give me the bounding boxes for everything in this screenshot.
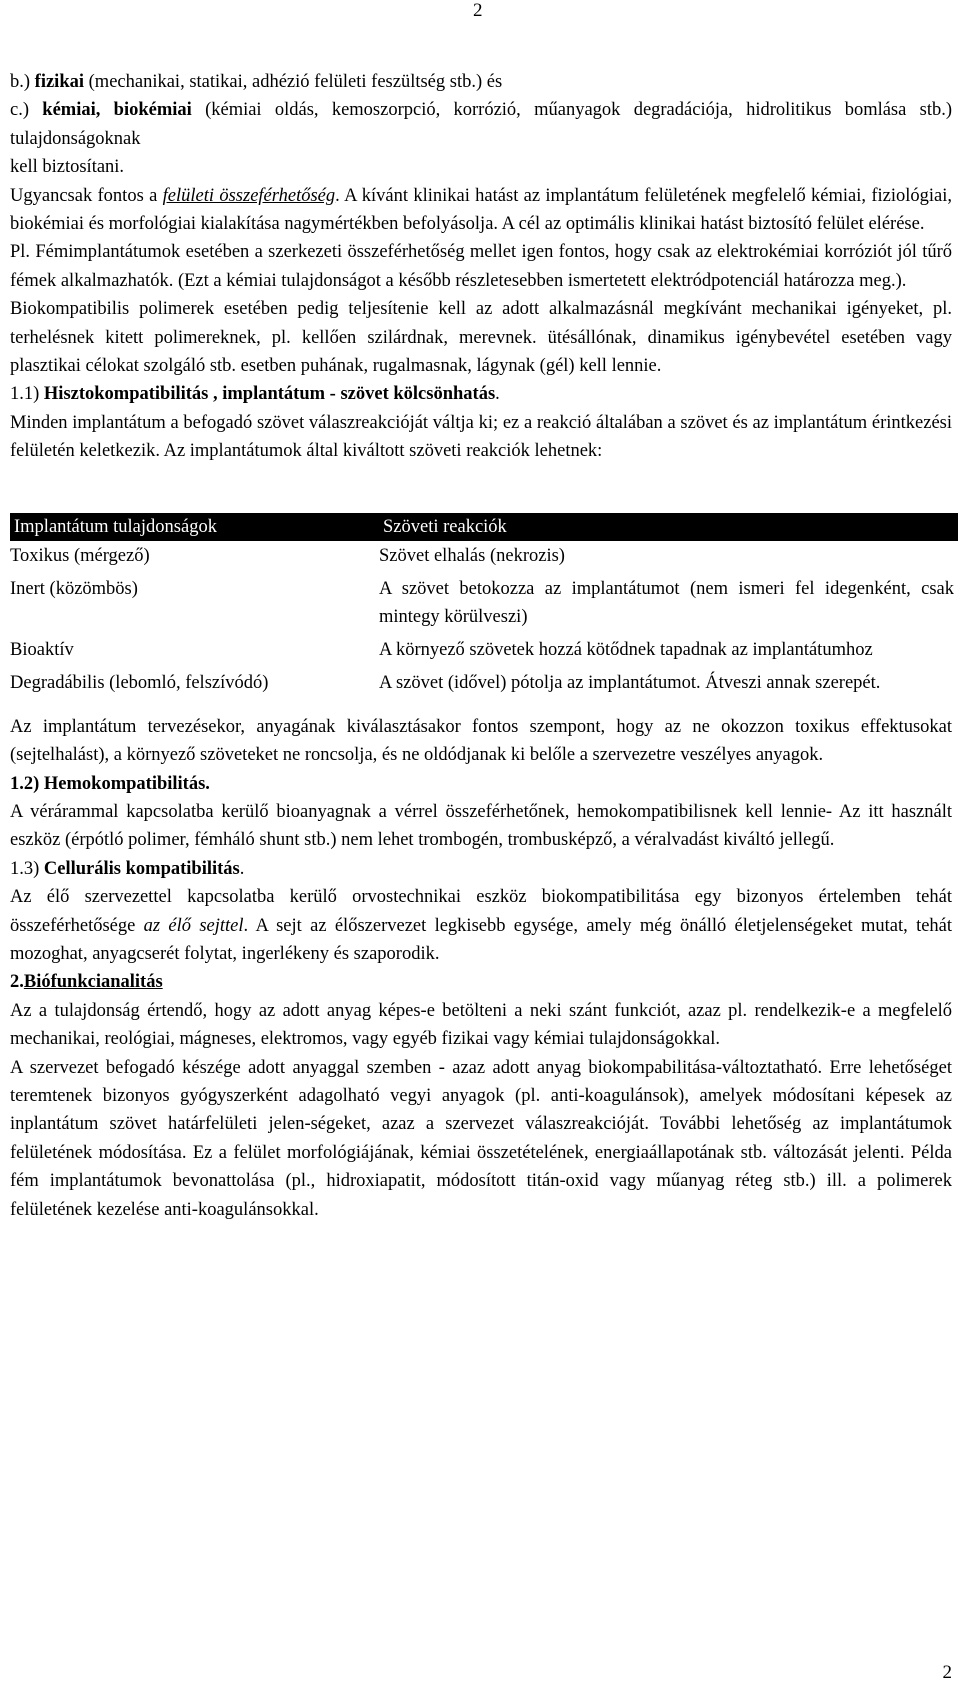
section-1-1-heading: 1.1) Hisztokompatibilitás , implantátum - szövet kölcsönhatás.	[10, 384, 500, 405]
table-row	[10, 541, 958, 574]
section-2-heading: 2.Biófunkcianalitás	[10, 972, 163, 993]
section-1-2-heading: 1.2) Hemokompatibilitás.	[10, 773, 210, 794]
section-1-2-paragraph: A vérárammal kapcsolatba kerülő bioanyagnak a vérrel összeférhetőnek, hemokompatibilisnek kell lennie- Az itt használt eszköz (érpótló polimer, fémháló shunt stb.) nem lehet trombogén, trombusképző, a véralvadást kiváltó jellegű.	[10, 801, 952, 851]
paragraph-metal-implants: Pl. Fémimplantátumok esetében a szerkezeti összeférhetőség mellet igen fontos, hogy csak az elektrokémiai korróziót jól tűrő fémek alkalmazhatók. (Ezt a kémiai tulajdonságot a később részletesebben ismertetett elektródpotenciál határozza meg.).	[10, 242, 952, 291]
table-row	[10, 668, 958, 701]
table-header-cell: Implantátum tulajdonságok	[10, 513, 379, 541]
paragraph-surface: Ugyancsak fontos a felületi összeférhetőség. A kívánt klinikai hatást az implantátum felületének megfelelő kémiai, fiziológiai, biokémiai és morfológiai kialakítása nagymértékben befolyásolja. A cél az optimális klinikai hatást biztosító felület elérése.	[10, 185, 953, 235]
table-cell: A környező szövetek hozzá kötődnek tapadnak az implantátumhoz	[379, 639, 873, 660]
table-header-row	[10, 513, 958, 541]
table-cell: Szövet elhalás (nekrozis)	[379, 545, 565, 566]
section-1-3-paragraph: Az élő szervezettel kapcsolatba kerülő orvostechnikai eszköz biokompatibilitása egy bizonyos értelemben tehát összeférhetősége az élő sejttel. A sejt az élőszervezet legkisebb egysége, amely még önálló életjelenségeket mutat, tehát mozoghat, anyagcserét folytat, ingerlékeny és szaporodik.	[10, 887, 953, 964]
intro-b: b.) fizikai (mechanikai, statikai, adhézió felületi feszültség stb.) és	[10, 72, 503, 92]
surface-compatibility-term: felületi összeférhetőség	[162, 185, 336, 206]
table-cell: Toxikus (mérgező)	[10, 545, 150, 566]
section-1-3-heading: 1.3) Cellurális kompatibilitás.	[10, 858, 245, 879]
table-cell: Bioaktív	[10, 639, 74, 660]
table-row	[10, 574, 958, 635]
table-cell: A szövet betokozza az implantátumot (nem ismeri fel idegenként, csak mintegy körülveszi)	[379, 578, 954, 627]
page-number-top: 2	[473, 0, 483, 21]
table-row	[10, 635, 958, 668]
paragraph-polymers: Biokompatibilis polimerek esetében pedig teljesítenie kell az adott alkalmazásnál megkívánt mechanikai igényeket, pl. terhelésnek kitett polimereknek, pl. kellően szilárdnak, merevnek. ütésállónak, dinamikus igénybevétel esetében vagy plasztikai célokat szolgáló stb. esetben puhának, rugalmasnak, lágynak (gél) kell lennie.	[10, 299, 952, 377]
intro-b-bold: fizikai	[34, 72, 85, 92]
tissue-reaction-table	[10, 513, 958, 701]
intro-kell: kell biztosítani.	[10, 157, 125, 178]
section-2-title: Biófunkcianalitás	[23, 972, 163, 993]
table-cell: A szövet (idővel) pótolja az implantátumot. Átveszi annak szerepét.	[379, 672, 881, 693]
living-cell-term: az élő sejttel	[143, 915, 244, 936]
section-2-paragraph-1: Az a tulajdonság értendő, hogy az adott anyag képes-e betölteni a neki szánt funkciót, azaz pl. rendelkezik-e a megfelelő mechanikai, reológiai, mágneses, elektromos, vagy egyéb fizikai vagy kémiai tulajdonságokkal.	[10, 1000, 952, 1050]
section-1-1-paragraph: Minden implantátum a befogadó szövet válaszreakcióját váltja ki; ez a reakció általában a szövet és az implantátum érintkezési felületén keletkezik. Az implantátumok által kiváltott szöveti reakciók lehetnek:	[10, 412, 952, 462]
section-2-paragraph-2: A szervezet befogadó készége adott anyaggal szemben - azaz adott anyag biokompabilitása-változtatható. Erre lehetőséget teremtenek bizonyos gyógyszerként adagolható vegyi anyagok (pl. anti-koagulánsok), amelyek módosítani képesek az inplantátum szövet határfelületi jelen-ségeket, azaz a szervezet válaszreakcióját. További lehetőség az implantátumok felületének módosítása. Ez a felület morfológiájának, kémiai összetételének, energiaállapotának stb. változását jelenti. Példa fém implantátumok bevonattolása (pl., hidroxiapatit, módosított titán-oxid vagy műanyag réteg stb.) ill. a polimerek felületének kezelése anti-koagulánsokkal.	[10, 1057, 952, 1220]
intro-c-bold: kémiai, biokémiai	[42, 100, 192, 121]
page-number-bottom: 2	[942, 1662, 952, 1683]
table-cell: Inert (közömbös)	[10, 578, 138, 599]
paragraph-after-table: Az implantátum tervezésekor, anyagának kiválasztásakor fontos szempont, hogy az ne okozzon toxikus effektusokat (sejtelhalást), a környező szöveteket ne roncsolja, és ne oldódjanak ki belőle a szervezetre veszélyes anyagok.	[10, 716, 952, 766]
document-body	[10, 68, 952, 1224]
intro-c: c.) kémiai, biokémiai (kémiai oldás, kemoszorpció, korrózió, műanyagok degradációja, hidrolitikus bomlása stb.) tulajdonságoknak	[10, 100, 953, 149]
table-header-cell: Szöveti reakciók	[379, 513, 958, 541]
table-cell: Degradábilis (lebomló, felszívódó)	[10, 672, 269, 693]
